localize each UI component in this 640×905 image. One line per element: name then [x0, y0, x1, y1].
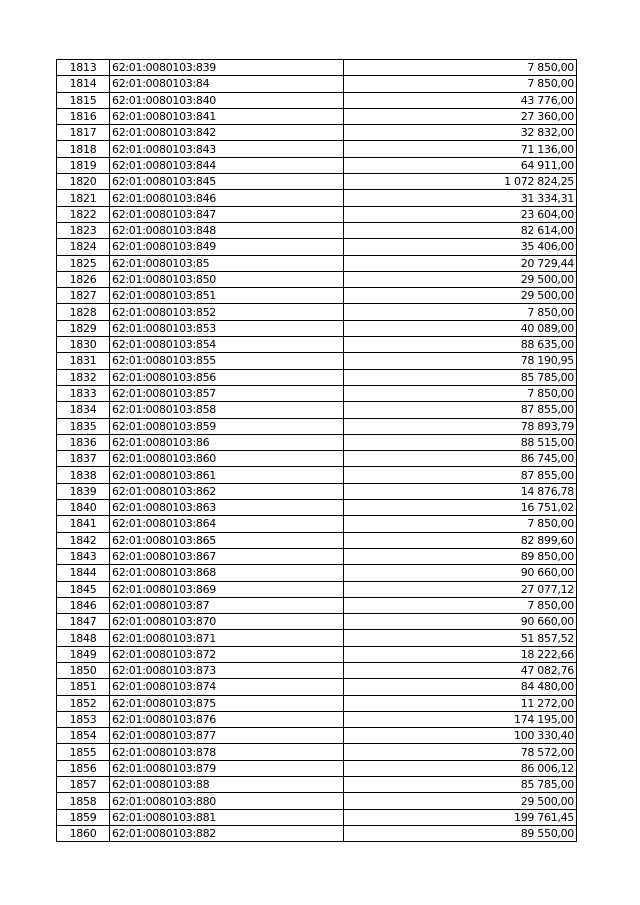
row-number-cell: 1844 — [57, 565, 110, 581]
cadastral-number-cell: 62:01:0080103:844 — [110, 157, 344, 173]
value-cell: 18 222,66 — [344, 646, 577, 662]
table-row — [57, 679, 577, 695]
value-cell: 88 635,00 — [344, 337, 577, 353]
value-cell: 23 604,00 — [344, 206, 577, 222]
cadastral-number-cell: 62:01:0080103:853 — [110, 320, 344, 336]
table-row — [57, 532, 577, 548]
row-number-cell: 1823 — [57, 222, 110, 238]
table-row — [57, 565, 577, 581]
cadastral-value-table — [56, 59, 577, 842]
row-number-cell: 1843 — [57, 548, 110, 564]
cadastral-number-cell: 62:01:0080103:842 — [110, 125, 344, 141]
row-number-cell: 1829 — [57, 320, 110, 336]
row-number-cell: 1851 — [57, 679, 110, 695]
cadastral-number-cell: 62:01:0080103:881 — [110, 809, 344, 825]
table-row — [57, 744, 577, 760]
table-row — [57, 711, 577, 727]
table-row — [57, 108, 577, 124]
row-number-cell: 1838 — [57, 467, 110, 483]
table-row — [57, 304, 577, 320]
table-row — [57, 76, 577, 92]
table-row — [57, 777, 577, 793]
cadastral-number-cell: 62:01:0080103:876 — [110, 711, 344, 727]
table-row — [57, 206, 577, 222]
row-number-cell: 1860 — [57, 825, 110, 841]
value-cell: 87 855,00 — [344, 402, 577, 418]
table-row — [57, 190, 577, 206]
cadastral-number-cell: 62:01:0080103:86 — [110, 434, 344, 450]
table-row — [57, 646, 577, 662]
cadastral-number-cell: 62:01:0080103:874 — [110, 679, 344, 695]
table-row — [57, 288, 577, 304]
cadastral-number-cell: 62:01:0080103:849 — [110, 239, 344, 255]
row-number-cell: 1825 — [57, 255, 110, 271]
table-row — [57, 174, 577, 190]
cadastral-number-cell: 62:01:0080103:869 — [110, 581, 344, 597]
table-row — [57, 434, 577, 450]
table-row — [57, 402, 577, 418]
value-cell: 86 745,00 — [344, 451, 577, 467]
row-number-cell: 1824 — [57, 239, 110, 255]
cadastral-number-cell: 62:01:0080103:839 — [110, 60, 344, 76]
value-cell: 11 272,00 — [344, 695, 577, 711]
cadastral-number-cell: 62:01:0080103:859 — [110, 418, 344, 434]
cadastral-number-cell: 62:01:0080103:864 — [110, 516, 344, 532]
table-row — [57, 793, 577, 809]
row-number-cell: 1832 — [57, 369, 110, 385]
row-number-cell: 1836 — [57, 434, 110, 450]
cadastral-number-cell: 62:01:0080103:852 — [110, 304, 344, 320]
value-cell: 29 500,00 — [344, 271, 577, 287]
row-number-cell: 1854 — [57, 728, 110, 744]
table-row — [57, 500, 577, 516]
cadastral-number-cell: 62:01:0080103:850 — [110, 271, 344, 287]
table-row — [57, 597, 577, 613]
row-number-cell: 1837 — [57, 451, 110, 467]
row-number-cell: 1820 — [57, 174, 110, 190]
cadastral-number-cell: 62:01:0080103:84 — [110, 76, 344, 92]
value-cell: 31 334,31 — [344, 190, 577, 206]
table-row — [57, 467, 577, 483]
cadastral-number-cell: 62:01:0080103:845 — [110, 174, 344, 190]
value-cell: 1 072 824,25 — [344, 174, 577, 190]
value-cell: 85 785,00 — [344, 369, 577, 385]
table-row — [57, 271, 577, 287]
value-cell: 174 195,00 — [344, 711, 577, 727]
cadastral-number-cell: 62:01:0080103:860 — [110, 451, 344, 467]
cadastral-number-cell: 62:01:0080103:861 — [110, 467, 344, 483]
cadastral-number-cell: 62:01:0080103:843 — [110, 141, 344, 157]
value-cell: 27 077,12 — [344, 581, 577, 597]
cadastral-number-cell: 62:01:0080103:879 — [110, 760, 344, 776]
cadastral-number-cell: 62:01:0080103:862 — [110, 483, 344, 499]
row-number-cell: 1831 — [57, 353, 110, 369]
cadastral-number-cell: 62:01:0080103:858 — [110, 402, 344, 418]
table-body — [57, 60, 577, 842]
cadastral-number-cell: 62:01:0080103:880 — [110, 793, 344, 809]
value-cell: 16 751,02 — [344, 500, 577, 516]
table-row — [57, 125, 577, 141]
table-row — [57, 548, 577, 564]
cadastral-number-cell: 62:01:0080103:870 — [110, 614, 344, 630]
value-cell: 88 515,00 — [344, 434, 577, 450]
row-number-cell: 1835 — [57, 418, 110, 434]
value-cell: 82 899,60 — [344, 532, 577, 548]
value-cell: 51 857,52 — [344, 630, 577, 646]
cadastral-number-cell: 62:01:0080103:855 — [110, 353, 344, 369]
value-cell: 78 572,00 — [344, 744, 577, 760]
cadastral-number-cell: 62:01:0080103:87 — [110, 597, 344, 613]
value-cell: 29 500,00 — [344, 793, 577, 809]
table-row — [57, 662, 577, 678]
row-number-cell: 1850 — [57, 662, 110, 678]
row-number-cell: 1828 — [57, 304, 110, 320]
table-row — [57, 483, 577, 499]
cadastral-number-cell: 62:01:0080103:867 — [110, 548, 344, 564]
table-row — [57, 60, 577, 76]
value-cell: 7 850,00 — [344, 76, 577, 92]
table-row — [57, 369, 577, 385]
row-number-cell: 1830 — [57, 337, 110, 353]
value-cell: 78 190,95 — [344, 353, 577, 369]
row-number-cell: 1852 — [57, 695, 110, 711]
table-row — [57, 630, 577, 646]
value-cell: 82 614,00 — [344, 222, 577, 238]
value-cell: 64 911,00 — [344, 157, 577, 173]
table-row — [57, 581, 577, 597]
cadastral-number-cell: 62:01:0080103:854 — [110, 337, 344, 353]
row-number-cell: 1842 — [57, 532, 110, 548]
value-cell: 89 850,00 — [344, 548, 577, 564]
row-number-cell: 1855 — [57, 744, 110, 760]
value-cell: 87 855,00 — [344, 467, 577, 483]
table-row — [57, 353, 577, 369]
value-cell: 90 660,00 — [344, 614, 577, 630]
value-cell: 78 893,79 — [344, 418, 577, 434]
row-number-cell: 1821 — [57, 190, 110, 206]
table-row — [57, 614, 577, 630]
row-number-cell: 1849 — [57, 646, 110, 662]
table-row — [57, 809, 577, 825]
row-number-cell: 1834 — [57, 402, 110, 418]
value-cell: 20 729,44 — [344, 255, 577, 271]
row-number-cell: 1841 — [57, 516, 110, 532]
cadastral-number-cell: 62:01:0080103:882 — [110, 825, 344, 841]
table-row — [57, 239, 577, 255]
cadastral-number-cell: 62:01:0080103:873 — [110, 662, 344, 678]
table-row — [57, 157, 577, 173]
cadastral-number-cell: 62:01:0080103:85 — [110, 255, 344, 271]
value-cell: 85 785,00 — [344, 777, 577, 793]
row-number-cell: 1853 — [57, 711, 110, 727]
value-cell: 35 406,00 — [344, 239, 577, 255]
row-number-cell: 1826 — [57, 271, 110, 287]
value-cell: 27 360,00 — [344, 108, 577, 124]
row-number-cell: 1858 — [57, 793, 110, 809]
table-row — [57, 451, 577, 467]
table-row — [57, 516, 577, 532]
table-row — [57, 92, 577, 108]
row-number-cell: 1845 — [57, 581, 110, 597]
document-page — [56, 59, 577, 842]
row-number-cell: 1814 — [57, 76, 110, 92]
cadastral-number-cell: 62:01:0080103:88 — [110, 777, 344, 793]
table-row — [57, 728, 577, 744]
row-number-cell: 1857 — [57, 777, 110, 793]
table-row — [57, 337, 577, 353]
cadastral-number-cell: 62:01:0080103:857 — [110, 385, 344, 401]
row-number-cell: 1833 — [57, 385, 110, 401]
cadastral-number-cell: 62:01:0080103:875 — [110, 695, 344, 711]
table-row — [57, 141, 577, 157]
value-cell: 7 850,00 — [344, 597, 577, 613]
row-number-cell: 1839 — [57, 483, 110, 499]
cadastral-number-cell: 62:01:0080103:846 — [110, 190, 344, 206]
row-number-cell: 1813 — [57, 60, 110, 76]
value-cell: 29 500,00 — [344, 288, 577, 304]
table-row — [57, 418, 577, 434]
cadastral-number-cell: 62:01:0080103:871 — [110, 630, 344, 646]
row-number-cell: 1818 — [57, 141, 110, 157]
value-cell: 7 850,00 — [344, 304, 577, 320]
cadastral-number-cell: 62:01:0080103:877 — [110, 728, 344, 744]
cadastral-number-cell: 62:01:0080103:848 — [110, 222, 344, 238]
value-cell: 7 850,00 — [344, 60, 577, 76]
table-row — [57, 255, 577, 271]
row-number-cell: 1822 — [57, 206, 110, 222]
value-cell: 89 550,00 — [344, 825, 577, 841]
cadastral-number-cell: 62:01:0080103:868 — [110, 565, 344, 581]
value-cell: 7 850,00 — [344, 385, 577, 401]
row-number-cell: 1816 — [57, 108, 110, 124]
cadastral-number-cell: 62:01:0080103:863 — [110, 500, 344, 516]
cadastral-number-cell: 62:01:0080103:840 — [110, 92, 344, 108]
value-cell: 32 832,00 — [344, 125, 577, 141]
row-number-cell: 1815 — [57, 92, 110, 108]
value-cell: 71 136,00 — [344, 141, 577, 157]
row-number-cell: 1840 — [57, 500, 110, 516]
value-cell: 47 082,76 — [344, 662, 577, 678]
table-row — [57, 695, 577, 711]
row-number-cell: 1859 — [57, 809, 110, 825]
value-cell: 199 761,45 — [344, 809, 577, 825]
table-row — [57, 760, 577, 776]
row-number-cell: 1817 — [57, 125, 110, 141]
cadastral-number-cell: 62:01:0080103:878 — [110, 744, 344, 760]
table-row — [57, 385, 577, 401]
row-number-cell: 1847 — [57, 614, 110, 630]
row-number-cell: 1856 — [57, 760, 110, 776]
row-number-cell: 1819 — [57, 157, 110, 173]
value-cell: 86 006,12 — [344, 760, 577, 776]
cadastral-number-cell: 62:01:0080103:851 — [110, 288, 344, 304]
table-row — [57, 222, 577, 238]
row-number-cell: 1846 — [57, 597, 110, 613]
value-cell: 90 660,00 — [344, 565, 577, 581]
table-row — [57, 320, 577, 336]
value-cell: 40 089,00 — [344, 320, 577, 336]
cadastral-number-cell: 62:01:0080103:856 — [110, 369, 344, 385]
value-cell: 84 480,00 — [344, 679, 577, 695]
cadastral-number-cell: 62:01:0080103:872 — [110, 646, 344, 662]
row-number-cell: 1827 — [57, 288, 110, 304]
cadastral-number-cell: 62:01:0080103:847 — [110, 206, 344, 222]
cadastral-number-cell: 62:01:0080103:865 — [110, 532, 344, 548]
value-cell: 7 850,00 — [344, 516, 577, 532]
row-number-cell: 1848 — [57, 630, 110, 646]
value-cell: 43 776,00 — [344, 92, 577, 108]
value-cell: 14 876,78 — [344, 483, 577, 499]
cadastral-number-cell: 62:01:0080103:841 — [110, 108, 344, 124]
table-row — [57, 825, 577, 841]
value-cell: 100 330,40 — [344, 728, 577, 744]
